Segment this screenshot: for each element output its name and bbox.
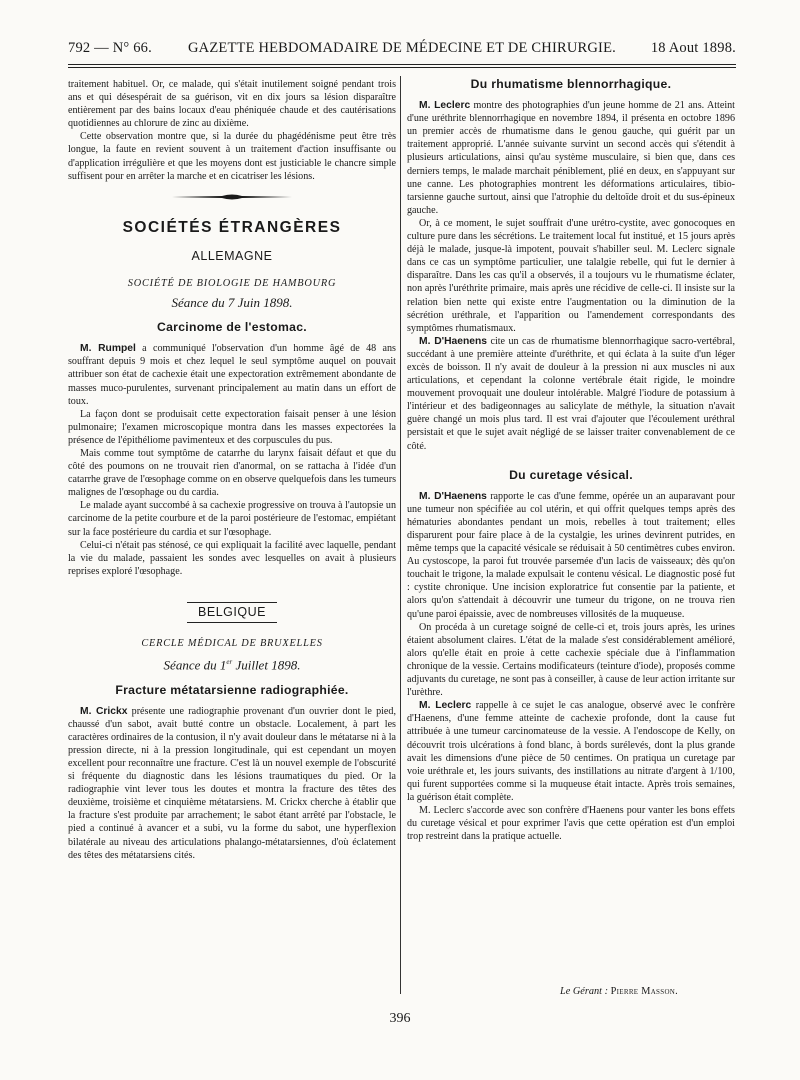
section-ornament (172, 193, 292, 201)
article-paragraph: M. Leclerc s'accorde avec son confrère d'Haenens pour vanter les bons effets du curetage vésical et pour exprimer l'avis que cette opération est d'un emploi trop restreint dans la pratique actuelle. (407, 804, 735, 843)
article-paragraph: M. D'Haenens cite un cas de rhumatisme blennorrhagique sacro-vertébral, succédant à une première atteinte d'uréthrite, et qui éclata à la suite d'un léger excès de boisson. Il n'y avait de douleur à la pression ni aux muscles ni aux articulations, et cependant la colonne vertébrale était rigide, le moindre mouvement provoquait une douleur intolérable. Malgré l'iodure de potassium à l'intérieur et des badigeonnages au salicylate de méthyle, la situation n'avait guère changé un mois plus tard. Il est vrai d'ajouter que l'écoulement uréthral persistait et que le sujet avait négligé de se laisser traiter convenablement de ce côté. (407, 335, 736, 452)
speaker-name: M. Rumpel (80, 343, 136, 355)
article-paragraph: Celui-ci n'était pas sténosé, ce qui expliquait la facilité avec laquelle, pendant la vie du malade, passaient les sondes avec lesquelles on avait à plusieurs reprises exploré l'œsophage. (68, 539, 396, 577)
speaker-name: M. D'Haenens (419, 335, 488, 347)
article-title: Du curetage vésical. (509, 467, 633, 482)
article-paragraph (68, 705, 396, 862)
speaker-name: M. Crickx (80, 705, 128, 717)
article-title: Fracture métatarsienne radiographiée. (115, 682, 349, 697)
session-date: Séance du 7 Juin 1898. (171, 295, 293, 311)
article-title: Du rhumatisme blennorrhagique. (470, 77, 672, 91)
speaker-name: M. D'Haenens (419, 490, 487, 502)
header-rule-thin (68, 67, 736, 68)
right-column (407, 78, 735, 843)
publisher-credit: Le Gérant : Pierre Masson. (560, 986, 679, 997)
article-title: Carcinome de l'estomac. (156, 320, 307, 335)
article-paragraph: Le malade ayant succombé à sa cachexie progressive on trouva à l'autopsie un carcinome de la petite courbure et de la paroi postérieure de l'estomac, empiétant sur la face postérieure du cardia et sur l'œsophage. (68, 500, 396, 538)
article-paragraph: M. Leclerc montre des photographies d'un jeune homme de 21 ans. Atteint d'une uréthrite blennorrhagique en novembre 1894, il présenta en octobre 1896 un premier accès de rhumatisme dans le genou gauche, qui guérit par un traitement approprié. L'année suivante survint un second accès qui s'étendit à plusieurs articulations, ainsi qu'au système musculaire, si bien que, dans ces derniers temps, le malade marchait péniblement, plié en deux, en s'appuyant sur une canne. Les photographies montrent les déformations articulaires, tibio-tarsienne gauche surtout, ainsi que l'atrophie du deltoïde droit et du sus-épineux gauche. (407, 100, 735, 216)
left-column (68, 78, 396, 862)
article-paragraph: M. Leclerc rappelle à ce sujet le cas analogue, observé avec le confrère d'Haenens, d'une femme atteinte de cachexie profonde, dont la cause fut attribuée à une tumeur carcinomateuse de la vessie. A l'endoscope de Kelly, on découvrit trois ulcérations à fond blanc, à bords surélevés, dont la plus grande avait les dimensions d'une pièce de 50 centimes. On pratiqua un curetage par voie uréthrale et, les jours suivants, des instillations au nitrate d'argent à 1/100, qui furent supportées comme si la muqueuse était intacte. Après trois semaines, la guérison était complète. (407, 700, 735, 803)
article-paragraph (68, 342, 396, 407)
society-name: SOCIÉTÉ DE BIOLOGIE DE HAMBOURG (127, 277, 337, 289)
article-paragraph: Mais comme tout symptôme de catarrhe du larynx faisait défaut et que du côté des poumons on ne trouvait rien d'anormal, on se rattacha à l'idée d'un catarrhe grave de l'œsophage comme on en observe quelquefois dans les tumeurs malignes de l'œsophage ou du cardia. (68, 447, 396, 499)
article-paragraph: La façon dont se produisait cette expectoration faisait penser à une lésion pulmonaire; l'examen microscopique montra dans les masses expectorées la présence de l'épithéliome pavimenteux et des corpuscules du pus. (68, 408, 396, 446)
speaker-name: M. Leclerc (419, 100, 471, 112)
societies-heading: SOCIÉTÉS ÉTRANGÈRES (122, 218, 342, 236)
article-paragraph: On procéda à un curetage soigné de celle-ci et, trois jours après, les urines étaient absolument claires. L'état de la malade s'est considérablement amélioré, alors qu'elle était en proie à cette cachexie spéciale due à l'inflammation chronique de la vessie. Certains modificateurs (teinture d'iode), proposés comme adjuvants du curetage, ne sont pas à conseiller, à cause de leur action irritante sur l'urèthre. (407, 621, 735, 699)
header-rule (68, 64, 736, 65)
intro-paragraph: traitement habituel. Or, ce malade, qui s'était inutilement soigné pendant trois ans et qui désespérait de sa guérison, vit en dix jours sa lésion disparaître entièrement par des bains locaux d'eau phéniquée chaude et des cautérisations quotidiennes au chlorure de zinc au dixième. (68, 79, 396, 130)
country-heading-belgium: BELGIQUE (187, 602, 277, 623)
intro-paragraph: Cette observation montre que, si la durée du phagédénisme peut être très longue, la faute en revient souvent à un traitement d'action insuffisante ou d'application irrégulière et que les moyens dont est justiciable le chancre simple suffisent pour en arrêter la marche et en cicatriser les lésions. (68, 131, 396, 182)
article-paragraph: Or, à ce moment, le sujet souffrait d'une urétro-cystite, avec gonocoques en culture pure dans les sécrétions. Le traitement local fut institué, et 15 jours après déjà le malade, jusque-là impotent, pouvait s'habiller seul. M. Leclerc signale dans ce cas un symptôme particulier, une talalgie rebelle, qui fut le dernier à disparaître. Dans les cas qu'il a observés, il a toujours vu le rhumatisme éclater, non après l'uréthrite primaire, mais après une récidive de celle-ci. Il insiste sur la relation bien nette qui existe entre l'augmentation ou la diminution de la sécrétion uréthrale, et l'apparition ou l'amendement correspondants des symptômes rhumatismaux. (407, 217, 735, 334)
society-name: CERCLE MÉDICAL DE BRUXELLES (141, 638, 323, 649)
header-date: 18 Aout 1898. (650, 40, 736, 56)
column-divider (400, 76, 401, 994)
paragraph-text: a communiqué l'observation d'un homme âgé de 48 ans souffrant depuis 9 mois et chez lequel le seul symptôme auquel on pouvait attribuer son état de cachexie était une expectoration extrêmement abondante de masses muco-purulentes, survenant principalement au matin dans un effort de toux. (68, 343, 396, 407)
header-journal-title: GAZETTE HEBDOMADAIRE DE MÉDECINE ET DE CHIRURGIE. (188, 40, 616, 56)
page-number: 396 (389, 1011, 411, 1026)
session-date: Séance du 1er Juillet 1898. (163, 657, 301, 673)
country-heading-germany: ALLEMAGNE (191, 248, 273, 263)
paragraph-text: présente une radiographie provenant d'un ouvrier dont le pied, chaussé d'un sabot, avait butté contre un obstacle. Localement, à part les caractères ordinaires de la contusion, il n'y avait douleur dans le métatarse ni à la pression directe, ni à la pression longitudinale, qui est cependant un moyen excellent pour reconnaître une fracture. C'est là un nouvel exemple de l'obscurité si fréquente du diagnostic dans les lésions traumatiques du pied. Or la radiographie vint lever tous les doutes et montra la fracture des têtes des deuxième, troisième et cinquième métatarsiens. M. Crickx cherche à établir que la fracture s'est produite par arrachement; le sabot étant arrêté par l'obstacle, le pied a continué à avancer et a subi, vu la forme du sabot, une hyperflexion bilatérale au niveau des articulations phalango-métatarsiennes, d'où éclatement des têtes des métatarsiens cités. (68, 705, 396, 861)
article-paragraph: M. D'Haenens rapporte le cas d'une femme, opérée un an auparavant pour une tumeur non spécifiée au col utérin, et qui offrit quelques temps après des hématuries abondantes pendant un mois, rebelles à tout traitement; elles disparurent pour faire place à de la cystalgie, les urines devinrent putrides, en même temps que la capacité vésicale se réduisait à 50 centimètres cubes environ. Au cystoscope, la paroi fut trouvée parsemée d'un lacis de vaisseaux; dès qu'on touchait le trigone, la malade expulsait le contenu vésical. Le diagnostic posé fut : cystite chronique. Une incision exploratrice fut consentie par la patiente, et alors qu'on s'attendait à découvrir une tumeur du trigone, on ne trouva rien qu'une paroi épaissie, avec de nombreuses villosités de la muqueuse. (407, 490, 735, 620)
running-header (68, 40, 736, 60)
header-issue: 792 — N° 66. (68, 40, 152, 56)
speaker-name: M. Leclerc (419, 700, 472, 712)
